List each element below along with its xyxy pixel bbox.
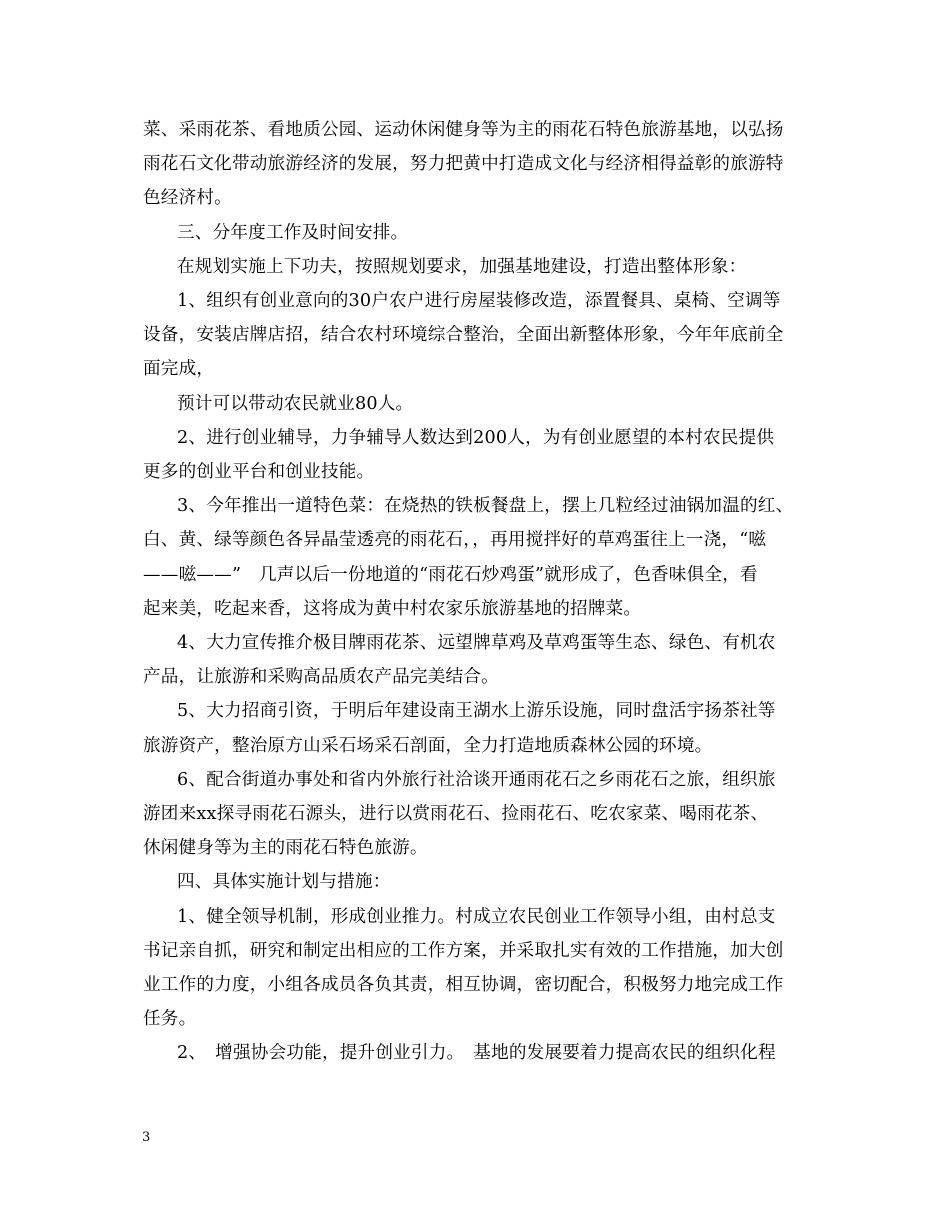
text-line: 三、分年度工作及时间安排。 [177,222,409,243]
text-line: 2、 增强协会功能，提升创业引力。 基地的发展要着力提高农民的组织化程 [177,1043,776,1064]
text-line: ——嗞——” 几声以后一份地道的“雨花石炒鸡蛋”就形成了，色香味俱全，看 [143,564,758,585]
text-line: 产品，让旅游和采购高品质农产品完美结合。 [143,667,499,688]
text-line: 面完成， [143,359,215,380]
text-line: 5、大力招商引资，于明后年建设南王湖水上游乐设施，同时盘活宇扬茶社等 [177,701,776,722]
text-line: 旅游资产，整治原方山采石场采石剖面，全力打造地质森林公园的环境。 [143,735,713,756]
text-line: 菜、采雨花茶、看地质公园、运动休闲健身等为主的雨花石特色旅游基地，以弘扬 [143,120,784,140]
text-line: 6、配合街道办事处和省内外旅行社洽谈开通雨花石之乡雨花石之旅，组织旅 [177,769,776,790]
text-line: 3、今年推出一道特色菜：在烧热的铁板餐盘上，摆上几粒经过油锅加温的红、 [177,496,794,517]
text-line: 业工作的力度，小组各成员各负其责，相互协调，密切配合，积极努力地完成工作 [143,975,784,995]
text-line: 任务。 [143,1009,197,1030]
text-line: 休闲健身等为主的雨花石特色旅游。 [143,838,428,859]
text-line: 1、组织有创业意向的30户农户进行房屋装修改造，添置餐具、桌椅、空调等 [177,291,781,311]
text-line: 白、黄、绿等颜色各异晶莹透亮的雨花石，，再用搅拌好的草鸡蛋往上一浇，“嗞 [143,530,767,551]
page-number: 3 [142,1130,151,1145]
text-line: 雨花石文化带动旅游经济的发展，努力把黄中打造成文化与经济相得益彰的旅游特 [143,154,784,175]
text-line: 书记亲自抓，研究和制定出相应的工作方案，并采取扎实有效的工作措施，加大创 [143,940,784,961]
text-line: 1、健全领导机制，形成创业推力。村成立农民创业工作领导小组，由村总支 [177,906,776,927]
text-line: 在规划实施上下功夫，按照规划要求，加强基地建设，打造出整体形象： [177,256,747,277]
text-line: 游团来xx探寻雨花石源头，进行以赏雨花石、捡雨花石、吃农家菜、喝雨花茶、 [143,804,769,824]
text-line: 设备，安装店牌店招，结合农村环境综合整治，全面出新整体形象，今年年底前全 [143,325,784,346]
text-line: 2、进行创业辅导，力争辅导人数达到200人，为有创业愿望的本村农民提供 [177,427,775,448]
text-line: 更多的创业平台和创业技能。 [143,462,375,482]
text-line: 4、大力宣传推介极目牌雨花茶、远望牌草鸡及草鸡蛋等生态、绿色、有机农 [177,633,776,653]
text-line: 起来美，吃起来香，这将成为黄中村农家乐旅游基地的招牌菜。 [143,598,642,619]
text-line: 色经济村。 [143,188,232,209]
text-line: 四、具体实施计划与措施： [177,872,391,893]
text-line: 预计可以带动农民就业80人。 [177,393,414,414]
